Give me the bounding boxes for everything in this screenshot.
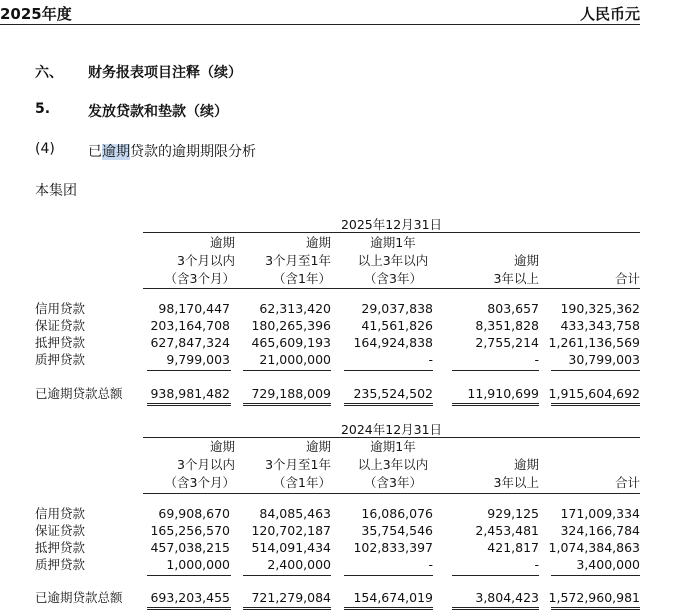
table-cell: 421,817 bbox=[487, 540, 539, 555]
row-label: 抵押贷款 bbox=[35, 335, 86, 350]
subtotal-rule bbox=[344, 575, 433, 576]
total-double-rule bbox=[452, 607, 539, 610]
table-cell: 324,166,784 bbox=[560, 523, 640, 538]
table-cell: 514,091,434 bbox=[251, 540, 331, 555]
table-cell: 2,755,214 bbox=[475, 335, 539, 350]
col-header-total: 合计 bbox=[614, 271, 640, 286]
row-label: 质押贷款 bbox=[35, 352, 86, 367]
subtotal-rule bbox=[452, 370, 539, 371]
total-cell: 693,203,455 bbox=[150, 590, 230, 605]
total-cell: 3,804,423 bbox=[475, 590, 539, 605]
table-cell: 165,256,570 bbox=[150, 523, 230, 538]
col-header-3m-1y: 逾期 3个月至1年 （含1年） bbox=[265, 235, 331, 286]
row-label: 信用贷款 bbox=[35, 506, 86, 521]
table-cell: 21,000,000 bbox=[259, 352, 331, 367]
row-label: 抵押贷款 bbox=[35, 540, 86, 555]
table-column-rule bbox=[143, 288, 640, 289]
total-cell: 721,279,084 bbox=[251, 590, 331, 605]
col-header-1y-3y: 逾期1年 以上3年以内 （含3年） bbox=[357, 235, 429, 286]
table-cell: 2,453,481 bbox=[475, 523, 539, 538]
table-cell: 457,038,215 bbox=[150, 540, 230, 555]
table-cell: - bbox=[428, 352, 433, 367]
table-cell: 2,400,000 bbox=[267, 557, 331, 572]
total-double-rule bbox=[243, 403, 331, 406]
total-cell: 1,572,960,981 bbox=[548, 590, 640, 605]
section-number-1: 六、 bbox=[35, 65, 63, 81]
col-header-total: 合计 bbox=[614, 475, 640, 490]
group-label: 本集团 bbox=[35, 183, 77, 199]
col-header-within-3m: 逾期 3个月以内 （含3个月） bbox=[164, 235, 235, 286]
table-cell: 803,657 bbox=[487, 301, 539, 316]
row-label: 信用贷款 bbox=[35, 301, 86, 316]
table-date: 2025年12月31日 bbox=[340, 217, 443, 232]
total-row-label: 已逾期贷款总额 bbox=[35, 386, 123, 401]
subtotal-rule bbox=[147, 575, 231, 576]
table-cell: 120,702,187 bbox=[251, 523, 331, 538]
total-double-rule bbox=[344, 403, 433, 406]
text-selection-highlight[interactable]: 逾期 bbox=[102, 144, 130, 160]
total-cell: 154,674,019 bbox=[353, 590, 433, 605]
table-column-rule bbox=[143, 493, 640, 494]
total-cell: 729,188,009 bbox=[251, 386, 331, 401]
table-cell: 84,085,463 bbox=[259, 506, 331, 521]
row-label: 保证贷款 bbox=[35, 318, 86, 333]
col-header-1y-3y: 逾期1年 以上3年以内 （含3年） bbox=[357, 439, 429, 490]
subtotal-rule bbox=[243, 370, 331, 371]
subsection-title: 已逾期贷款的逾期期限分析 bbox=[88, 144, 256, 160]
col-header-over-3y: 逾期 3年以上 bbox=[493, 253, 539, 286]
table-cell: 929,125 bbox=[487, 506, 539, 521]
section-title-2: 发放贷款和垫款（续） bbox=[88, 104, 228, 120]
row-label: 质押贷款 bbox=[35, 557, 86, 572]
col-header-within-3m: 逾期 3个月以内 （含3个月） bbox=[164, 439, 235, 490]
table-cell: 41,561,826 bbox=[361, 318, 433, 333]
table-cell: 16,086,076 bbox=[361, 506, 433, 521]
total-double-rule bbox=[344, 607, 433, 610]
table-cell: 3,400,000 bbox=[576, 557, 640, 572]
col-header-over-3y: 逾期 3年以上 bbox=[493, 457, 539, 490]
table-cell: 465,609,193 bbox=[251, 335, 331, 350]
section-title-1: 财务报表项目注释（续） bbox=[88, 65, 242, 81]
table-cell: - bbox=[534, 557, 539, 572]
subtotal-rule bbox=[243, 575, 331, 576]
table-cell: 9,799,003 bbox=[166, 352, 230, 367]
total-cell: 11,910,699 bbox=[467, 386, 539, 401]
table-cell: 35,754,546 bbox=[361, 523, 433, 538]
total-double-rule bbox=[147, 403, 231, 406]
table-cell: 98,170,447 bbox=[158, 301, 230, 316]
table-header-rule bbox=[143, 232, 640, 233]
table-cell: 62,313,420 bbox=[259, 301, 331, 316]
col-header-3m-1y: 逾期 3个月至1年 （含1年） bbox=[265, 439, 331, 490]
total-double-rule bbox=[551, 403, 640, 406]
subtotal-rule bbox=[147, 370, 231, 371]
table-cell: - bbox=[534, 352, 539, 367]
table-cell: 433,343,758 bbox=[560, 318, 640, 333]
report-year: 2025年度 bbox=[0, 5, 72, 23]
total-double-rule bbox=[243, 607, 331, 610]
table-cell: 203,164,708 bbox=[150, 318, 230, 333]
table-cell: 1,000,000 bbox=[166, 557, 230, 572]
subsection-number: (4) bbox=[35, 141, 55, 157]
table-cell: 29,037,838 bbox=[361, 301, 433, 316]
total-cell: 1,915,604,692 bbox=[548, 386, 640, 401]
table-cell: 1,074,384,863 bbox=[548, 540, 640, 555]
row-label: 保证贷款 bbox=[35, 523, 86, 538]
table-cell: - bbox=[428, 557, 433, 572]
subtotal-rule bbox=[551, 370, 640, 371]
header-rule bbox=[0, 24, 640, 25]
total-double-rule bbox=[452, 403, 539, 406]
table-cell: 69,908,670 bbox=[158, 506, 230, 521]
table-cell: 102,833,397 bbox=[353, 540, 433, 555]
currency-unit: 人民币元 bbox=[579, 5, 640, 23]
total-row-label: 已逾期贷款总额 bbox=[35, 590, 123, 605]
total-cell: 235,524,502 bbox=[353, 386, 433, 401]
table-date: 2024年12月31日 bbox=[340, 422, 443, 437]
table-cell: 1,261,136,569 bbox=[548, 335, 640, 350]
section-number-2: 5. bbox=[35, 101, 51, 117]
total-double-rule bbox=[551, 607, 640, 610]
table-cell: 627,847,324 bbox=[150, 335, 230, 350]
subtotal-rule bbox=[551, 575, 640, 576]
subtotal-rule bbox=[344, 370, 433, 371]
total-cell: 938,981,482 bbox=[150, 386, 230, 401]
table-cell: 190,325,362 bbox=[560, 301, 640, 316]
total-double-rule bbox=[147, 607, 231, 610]
table-cell: 171,009,334 bbox=[560, 506, 640, 521]
table-cell: 180,265,396 bbox=[251, 318, 331, 333]
table-cell: 8,351,828 bbox=[475, 318, 539, 333]
table-cell: 164,924,838 bbox=[353, 335, 433, 350]
subtotal-rule bbox=[452, 575, 539, 576]
table-cell: 30,799,003 bbox=[568, 352, 640, 367]
